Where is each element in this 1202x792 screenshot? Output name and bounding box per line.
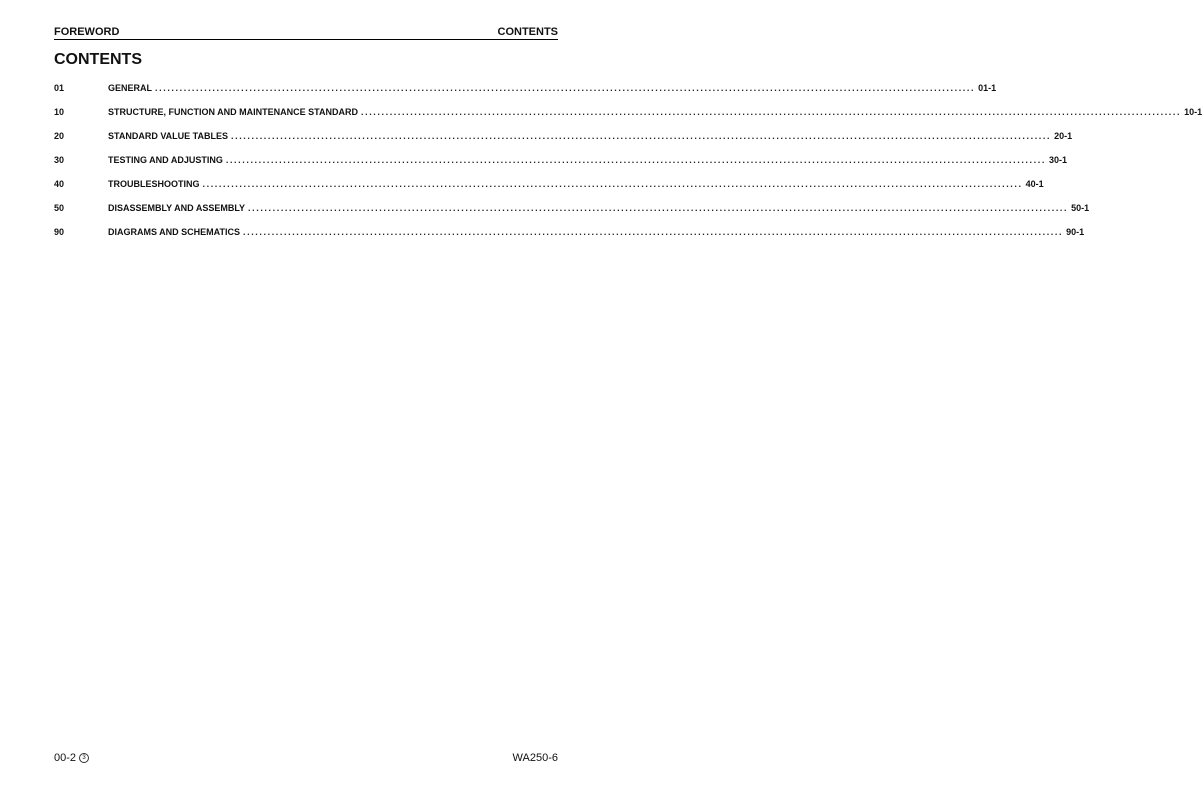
footer-model: WA250-6 <box>512 752 558 764</box>
toc-row[interactable] <box>54 154 1067 178</box>
toc-page-number[interactable]: 50-1 <box>1071 203 1090 213</box>
toc-section-number: 01 <box>54 83 65 93</box>
table-of-contents <box>54 82 1202 250</box>
dot-leader: ........................................................................................................................................................................................................ <box>225 155 1046 165</box>
toc-entry[interactable] <box>108 202 1090 214</box>
toc-entry[interactable] <box>108 106 1202 118</box>
page-number: 00-2 <box>54 752 77 764</box>
toc-row[interactable] <box>54 226 1085 250</box>
dot-leader: ........................................................................................................................................................................................................ <box>155 83 976 93</box>
dot-leader: ........................................................................................................................................................................................................ <box>243 227 1064 237</box>
toc-section-title[interactable]: TROUBLESHOOTING <box>108 179 200 189</box>
toc-row[interactable] <box>54 202 1090 226</box>
toc-page-number[interactable]: 40-1 <box>1025 179 1044 189</box>
footer-page-number <box>54 752 89 765</box>
dot-leader: ........................................................................................................................................................................................................ <box>361 107 1182 117</box>
toc-entry[interactable] <box>108 82 997 94</box>
dot-leader: ........................................................................................................................................................................................................ <box>231 131 1052 141</box>
toc-entry[interactable] <box>108 154 1067 166</box>
toc-page-number[interactable]: 30-1 <box>1048 155 1067 165</box>
page-header <box>54 26 558 40</box>
toc-row[interactable] <box>54 82 997 106</box>
toc-section-number: 20 <box>54 131 65 141</box>
toc-section-title[interactable]: STANDARD VALUE TABLES <box>108 131 228 141</box>
toc-section-title[interactable]: STRUCTURE, FUNCTION AND MAINTENANCE STANDARD <box>108 107 358 117</box>
toc-page-number[interactable]: 20-1 <box>1054 131 1073 141</box>
toc-entry[interactable] <box>108 226 1085 238</box>
toc-section-number: 90 <box>54 227 65 237</box>
toc-section-number: 30 <box>54 155 65 165</box>
toc-entry[interactable] <box>108 178 1044 190</box>
toc-row[interactable] <box>54 178 1044 202</box>
toc-section-number: 10 <box>54 107 65 117</box>
toc-entry[interactable] <box>108 130 1073 142</box>
toc-section-title[interactable]: DISASSEMBLY AND ASSEMBLY <box>108 203 246 213</box>
dot-leader: ........................................................................................................................................................................................................ <box>248 203 1069 213</box>
toc-section-number: 50 <box>54 203 65 213</box>
page-title: CONTENTS <box>54 51 142 68</box>
header-section-label: FOREWORD <box>54 26 120 38</box>
dot-leader: ........................................................................................................................................................................................................ <box>202 179 1023 189</box>
toc-page-number[interactable]: 01-1 <box>978 83 997 93</box>
revision-mark-icon: 3 <box>79 753 89 763</box>
toc-section-title[interactable]: GENERAL <box>108 83 153 93</box>
toc-section-title[interactable]: TESTING AND ADJUSTING <box>108 155 223 165</box>
toc-page-number[interactable]: 90-1 <box>1066 227 1085 237</box>
toc-page-number[interactable]: 10-1 <box>1184 107 1202 117</box>
toc-section-number: 40 <box>54 179 65 189</box>
toc-row[interactable] <box>54 106 1202 130</box>
toc-section-title[interactable]: DIAGRAMS AND SCHEMATICS <box>108 227 240 237</box>
toc-row[interactable] <box>54 130 1073 154</box>
header-page-label: CONTENTS <box>497 26 558 38</box>
